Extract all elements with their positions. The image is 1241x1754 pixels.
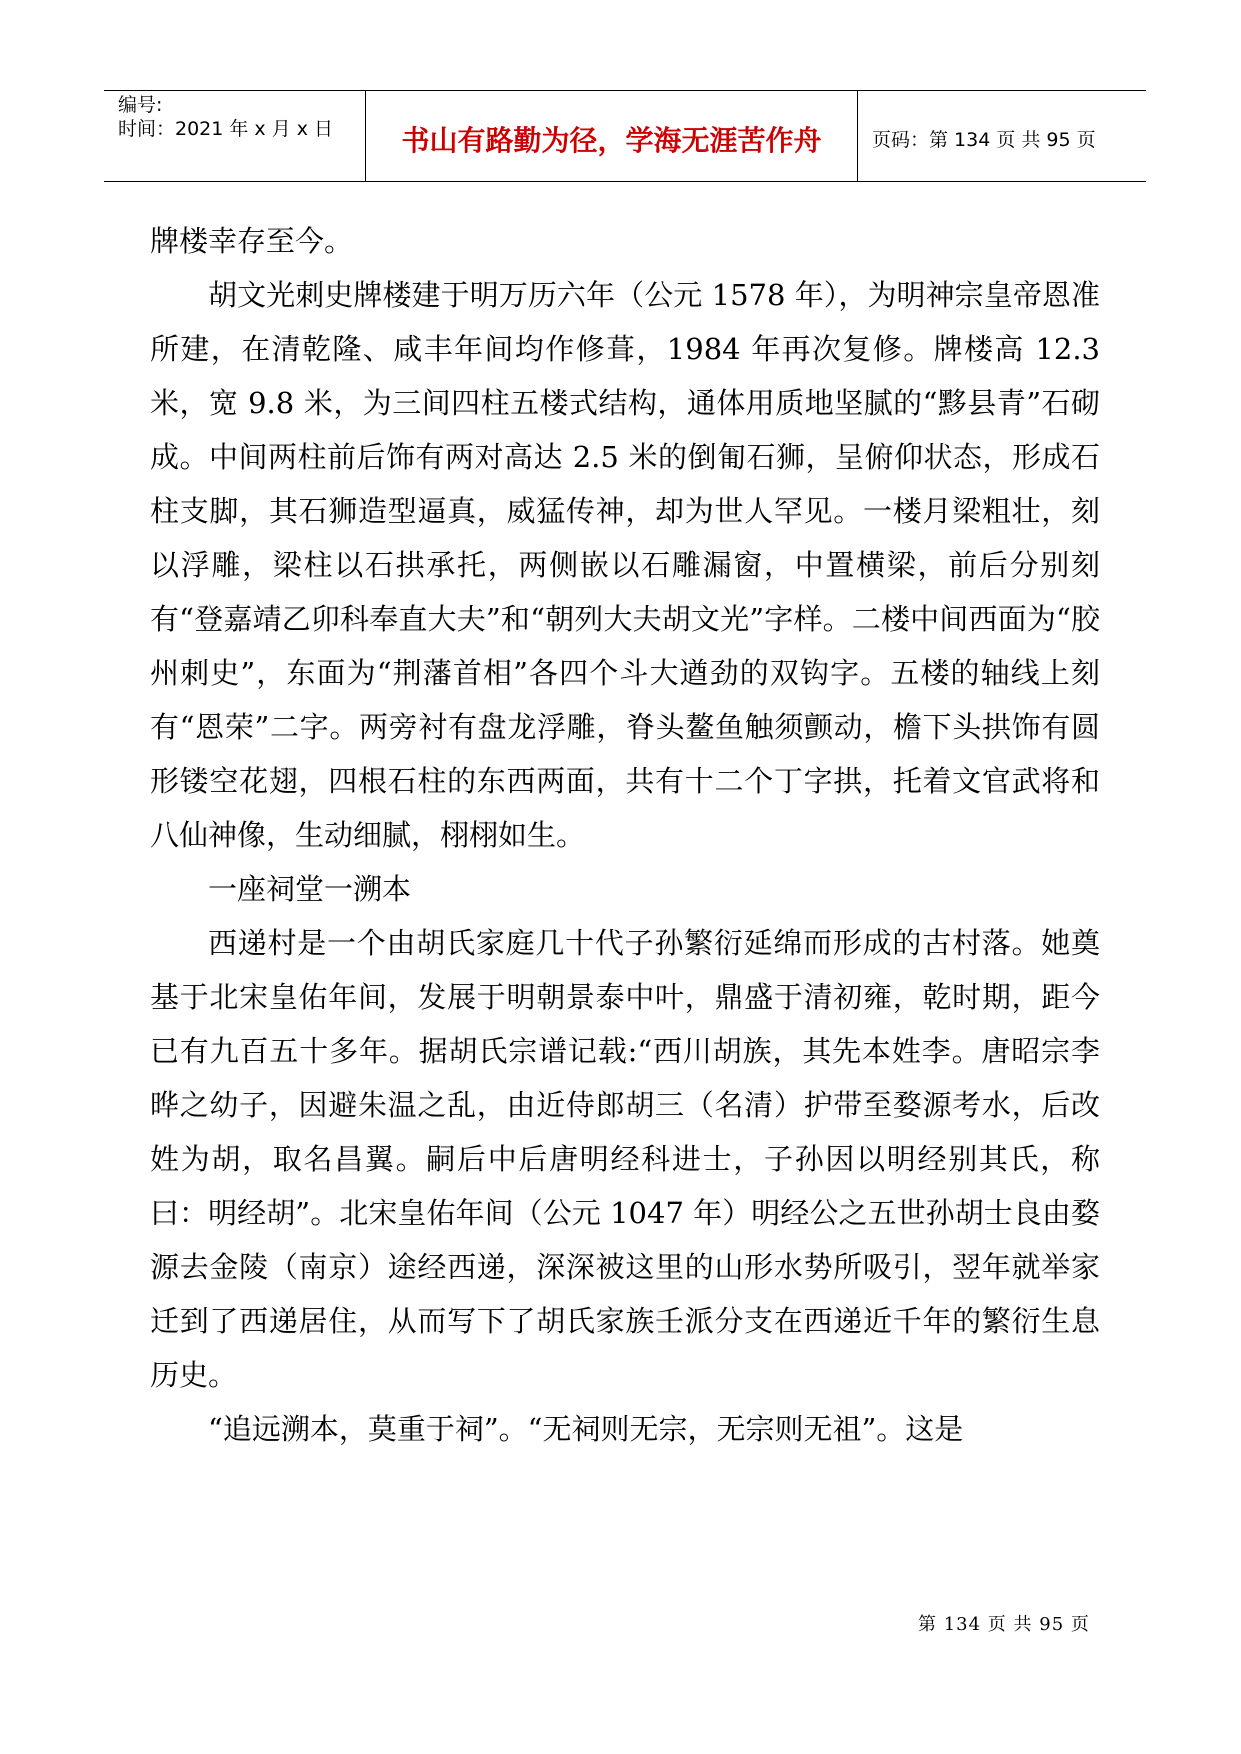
header-meta (104, 91, 366, 181)
footer-page-number: 第 134 页 共 95 页 (918, 1614, 1090, 1635)
paragraph-ancestral-hall: “追远溯本，莫重于祠”。“无祠则无宗，无宗则无祖”。这是 (208, 1412, 964, 1446)
header-page-info: 页码：第 134 页 共 95 页 (872, 129, 1096, 151)
document-body (150, 214, 1100, 1456)
section-heading: 一座祠堂一溯本 (208, 872, 412, 906)
document-time-label: 时间：2021 年 x 月 x 日 (118, 118, 334, 140)
document-number-label: 编号: (118, 94, 163, 116)
paragraph-archway: 胡文光刺史牌楼建于明万历六年（公元 1578 年），为明神宗皇帝恩准所建，在清乾隆、咸丰年间均作修葺，1984 年再次复修。牌楼高 12.3 米，宽 9.8 米，为三间四柱五楼式结构，通体用质地坚腻的“黟县青”石砌成。中间两柱前后饰有两对高达 2.5 米的倒匍石狮，呈俯仰状态，形成石柱支脚，其石狮造型逼真，威猛传神，却为世人罕见。一楼月梁粗壮，刻以浮雕，梁柱以石拱承托，两侧嵌以石雕漏窗，中置横梁，前后分别刻有“登嘉靖乙卯科奉直大夫”和“朝列大夫胡文光”字样。二楼中间西面为“胶州刺史”，东面为“荆藩首相”各四个斗大遒劲的双钩字。五楼的轴线上刻有“恩荣”二字。两旁衬有盘龙浮雕，脊头鳌鱼触须颤动，檐下头拱饰有圆形镂空花翅，四根石柱的东西两面，共有十二个丁字拱，托着文官武将和八仙神像，生动细腻，栩栩如生。 (150, 278, 1100, 852)
page-header (104, 90, 1146, 182)
header-motto: 书山有路勤为径，学海无涯苦作舟 (366, 91, 858, 181)
paragraph-continuation: 牌楼幸存至今。 (150, 224, 354, 258)
paragraph-village-history: 西递村是一个由胡氏家庭几十代子孙繁衍延绵而形成的古村落。她奠基于北宋皇佑年间，发展于明朝景泰中叶，鼎盛于清初雍，乾时期，距今已有九百五十多年。据胡氏宗谱记载:“西川胡族，其先本姓李。唐昭宗李晔之幼子，因避朱温之乱，由近侍郎胡三（名清）护带至婺源考水，后改姓为胡，取名昌翼。嗣后中后唐明经科进士，子孙因以明经别其氏，称曰：明经胡”。北宋皇佑年间（公元 1047 年）明经公之五世孙胡士良由婺源去金陵（南京）途经西递，深深被这里的山形水势所吸引，翌年就举家迁到了西递居住，从而写下了胡氏家族壬派分支在西递近千年的繁衍生息历史。 (150, 926, 1100, 1392)
